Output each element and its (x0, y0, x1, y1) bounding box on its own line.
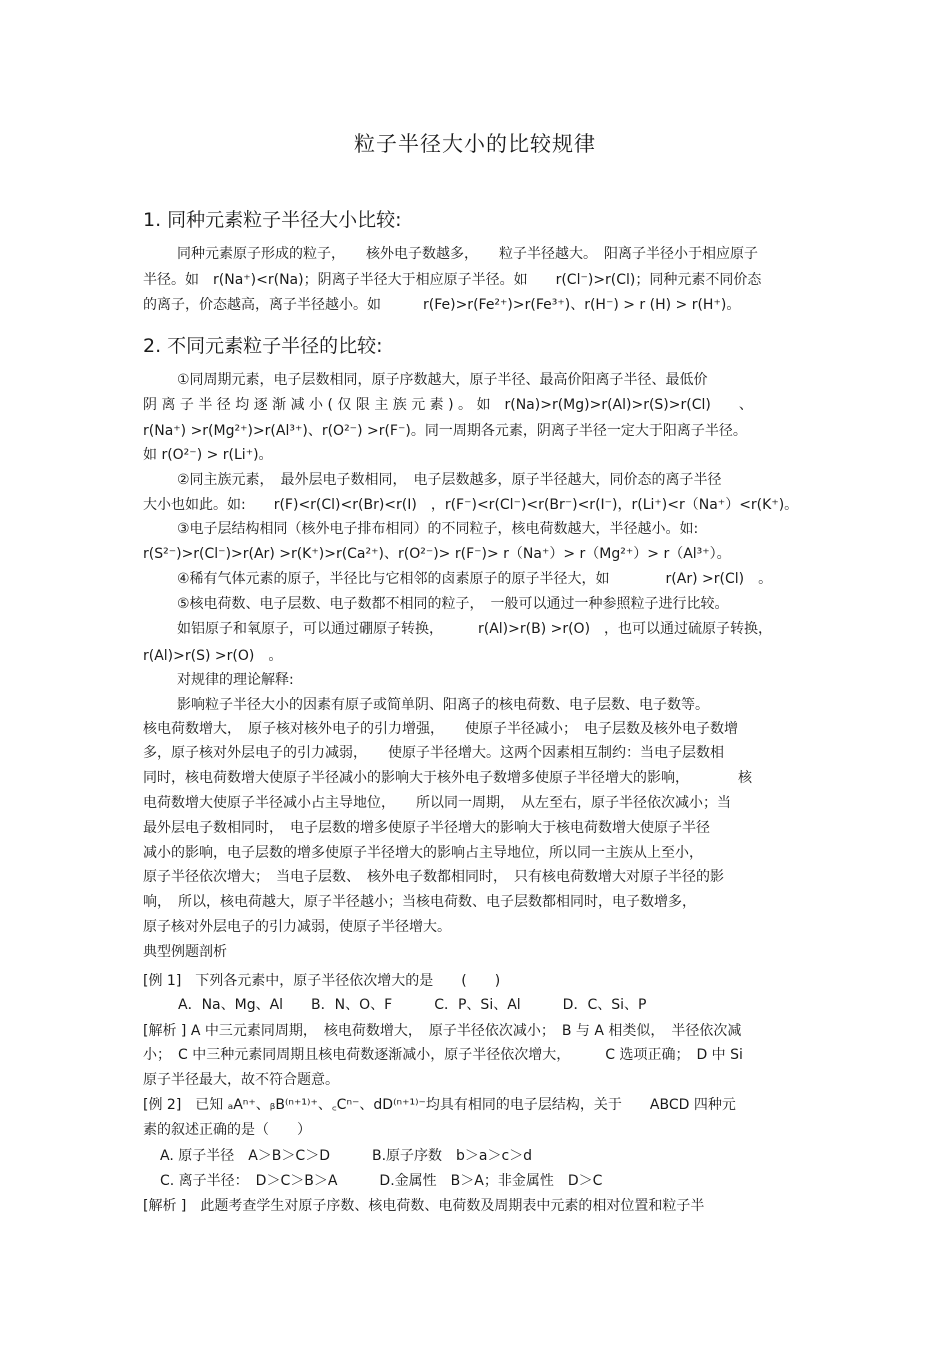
example-2-options: C. 离子半径： D＞C＞B＞A D.金属性 B＞A；非金属性 D＞C (160, 1173, 603, 1189)
section-2-heading: 2. 不同元素粒子半径的比较: (143, 335, 383, 357)
example-1-analysis: 原子半径最大，故不符合题意。 (143, 1072, 339, 1088)
paragraph-line: r(Na⁺) >r(Mg²⁺)>r(Al³⁺)、r(O²⁻) >r(F⁻)。同一周期各元素，阴离子半径一定大于阳离子半径。 (143, 423, 747, 439)
paragraph-line: ②同主族元素， 最外层电子数相同， 电子层数越多，原子半径越大，同价态的离子半径 (177, 472, 722, 488)
paragraph-line: r(S²⁻)>r(Cl⁻)>r(Ar) >r(K⁺)>r(Ca²⁺)、r(O²⁻)> r(F⁻)> r（Na⁺）> r（Mg²⁺）> r（Al³⁺）。 (143, 546, 731, 562)
paragraph-line: 如 r(O²⁻) > r(Li⁺)。 (143, 447, 273, 463)
example-1-question: [例 1] 下列各元素中，原子半径依次增大的是 ( ) (143, 973, 501, 989)
paragraph-line: 对规律的理论解释: (177, 672, 294, 688)
example-2-options: A. 原子半径 A＞B＞C＞D B.原子序数 b＞a＞c＞d (160, 1148, 533, 1164)
paragraph-line: 减小的影响，电子层数的增多使原子半径增大的影响占主导地位，所以同一主族从上至小， (143, 845, 703, 861)
paragraph-line: 半径。如 r(Na⁺)<r(Na)；阴离子半径大于相应原子半径。如 r(Cl⁻)>r(Cl)；同种元素不同价态 (143, 272, 762, 288)
example-1-analysis: 小； C 中三种元素同周期且核电荷数逐渐减小，原子半径依次增大， C 选项正确； D 中 Si (143, 1047, 743, 1063)
example-1-options: A．Na、Mg、Al B．N、O、F C．P、Si、Al D．C、Si、P (178, 997, 647, 1013)
paragraph-line: 核电荷数增大， 原子核对核外电子的引力增强， 使原子半径减小； 电子层数及核外电子数增 (143, 721, 738, 737)
example-section-heading: 典型例题剖析 (143, 944, 227, 960)
paragraph-line: 电荷数增大使原子半径减小占主导地位， 所以同一周期， 从左至右，原子半径依次减小；当 (143, 795, 731, 811)
paragraph-line: ③电子层结构相同（核外电子排布相同）的不同粒子，核电荷数越大，半径越小。如: (177, 521, 699, 537)
example-2-question: 素的叙述正确的是（ ） (143, 1122, 311, 1138)
example-2-analysis: [解析 ] 此题考查学生对原子序数、核电荷数、电荷数及周期表中元素的相对位置和粒子半 (143, 1198, 705, 1214)
paragraph-line: 响， 所以，核电荷越大，原子半径越小；当核电荷数、电子层数都相同时，电子数增多， (143, 894, 696, 910)
paragraph-line: 多，原子核对外层电子的引力减弱， 使原子半径增大。这两个因素相互制约：当电子层数相 (143, 745, 724, 761)
paragraph-line: 原子核对外层电子的引力减弱，使原子半径增大。 (143, 919, 451, 935)
example-2-question: [例 2] 已知 ₐAⁿ⁺、ᵦB⁽ⁿ⁺¹⁾⁺、꜀Cⁿ⁻、dD⁽ⁿ⁺¹⁾⁻均具有相同的电子层结构，关于 ABCD 四种元 (143, 1097, 736, 1113)
paragraph-line: 同时，核电荷数增大使原子半径减小的影响大于核外电子数增多使原子半径增大的影响， 核 (143, 770, 752, 786)
paragraph-line: r(Al)>r(S) >r(O) 。 (143, 648, 283, 664)
paragraph-line: 原子半径依次增大； 当电子层数、 核外电子数都相同时， 只有核电荷数增大对原子半径的影 (143, 869, 724, 885)
section-1-heading: 1. 同种元素粒子半径大小比较: (143, 209, 402, 231)
paragraph-line: 影响粒子半径大小的因素有原子或简单阴、阳离子的核电荷数、电子层数、电子数等。 (177, 697, 709, 713)
paragraph-line: ①同周期元素，电子层数相同，原子序数越大，原子半径、最高价阳离子半径、最低价 (177, 372, 708, 388)
paragraph-line: ④稀有气体元素的原子，半径比与它相邻的卤素原子的原子半径大，如 r(Ar) >r(Cl) 。 (177, 571, 773, 587)
paragraph-line: 如铝原子和氧原子，可以通过硼原子转换， r(Al)>r(B) >r(O) ，也可以通过硫原子转换， (177, 621, 773, 637)
page-title: 粒子半径大小的比较规律 (354, 132, 596, 156)
paragraph-line: 最外层电子数相同时， 电子层数的增多使原子半径增大的影响大于核电荷数增大使原子半径 (143, 820, 710, 836)
paragraph-line: ⑤核电荷数、电子层数、电子数都不相同的粒子， 一般可以通过一种参照粒子进行比较。 (177, 596, 729, 612)
paragraph-line: 的离子，价态越高，离子半径越小。如 r(Fe)>r(Fe²⁺)>r(Fe³⁺)、r(H⁻) > r (H) > r(H⁺)。 (143, 297, 741, 313)
paragraph-line: 大小也如此。如: r(F)<r(Cl)<r(Br)<r(I) ，r(F⁻)<r(Cl⁻)<r(Br⁻)<r(I⁻)，r(Li⁺)<r（Na⁺）<r(K⁺)。 (143, 497, 799, 513)
paragraph-line: 阴 离 子 半 径 均 逐 渐 减 小 ( 仅 限 主 族 元 素 ) 。 如 r(Na)>r(Mg)>r(Al)>r(S)>r(Cl) 、 (143, 397, 753, 413)
paragraph-line: 同种元素原子形成的粒子， 核外电子数越多， 粒子半径越大。 阳离子半径小于相应原子 (177, 246, 758, 262)
example-1-analysis: [解析 ] A 中三元素同周期， 核电荷数增大， 原子半径依次减小； B 与 A 相类似， 半径依次减 (143, 1023, 742, 1039)
